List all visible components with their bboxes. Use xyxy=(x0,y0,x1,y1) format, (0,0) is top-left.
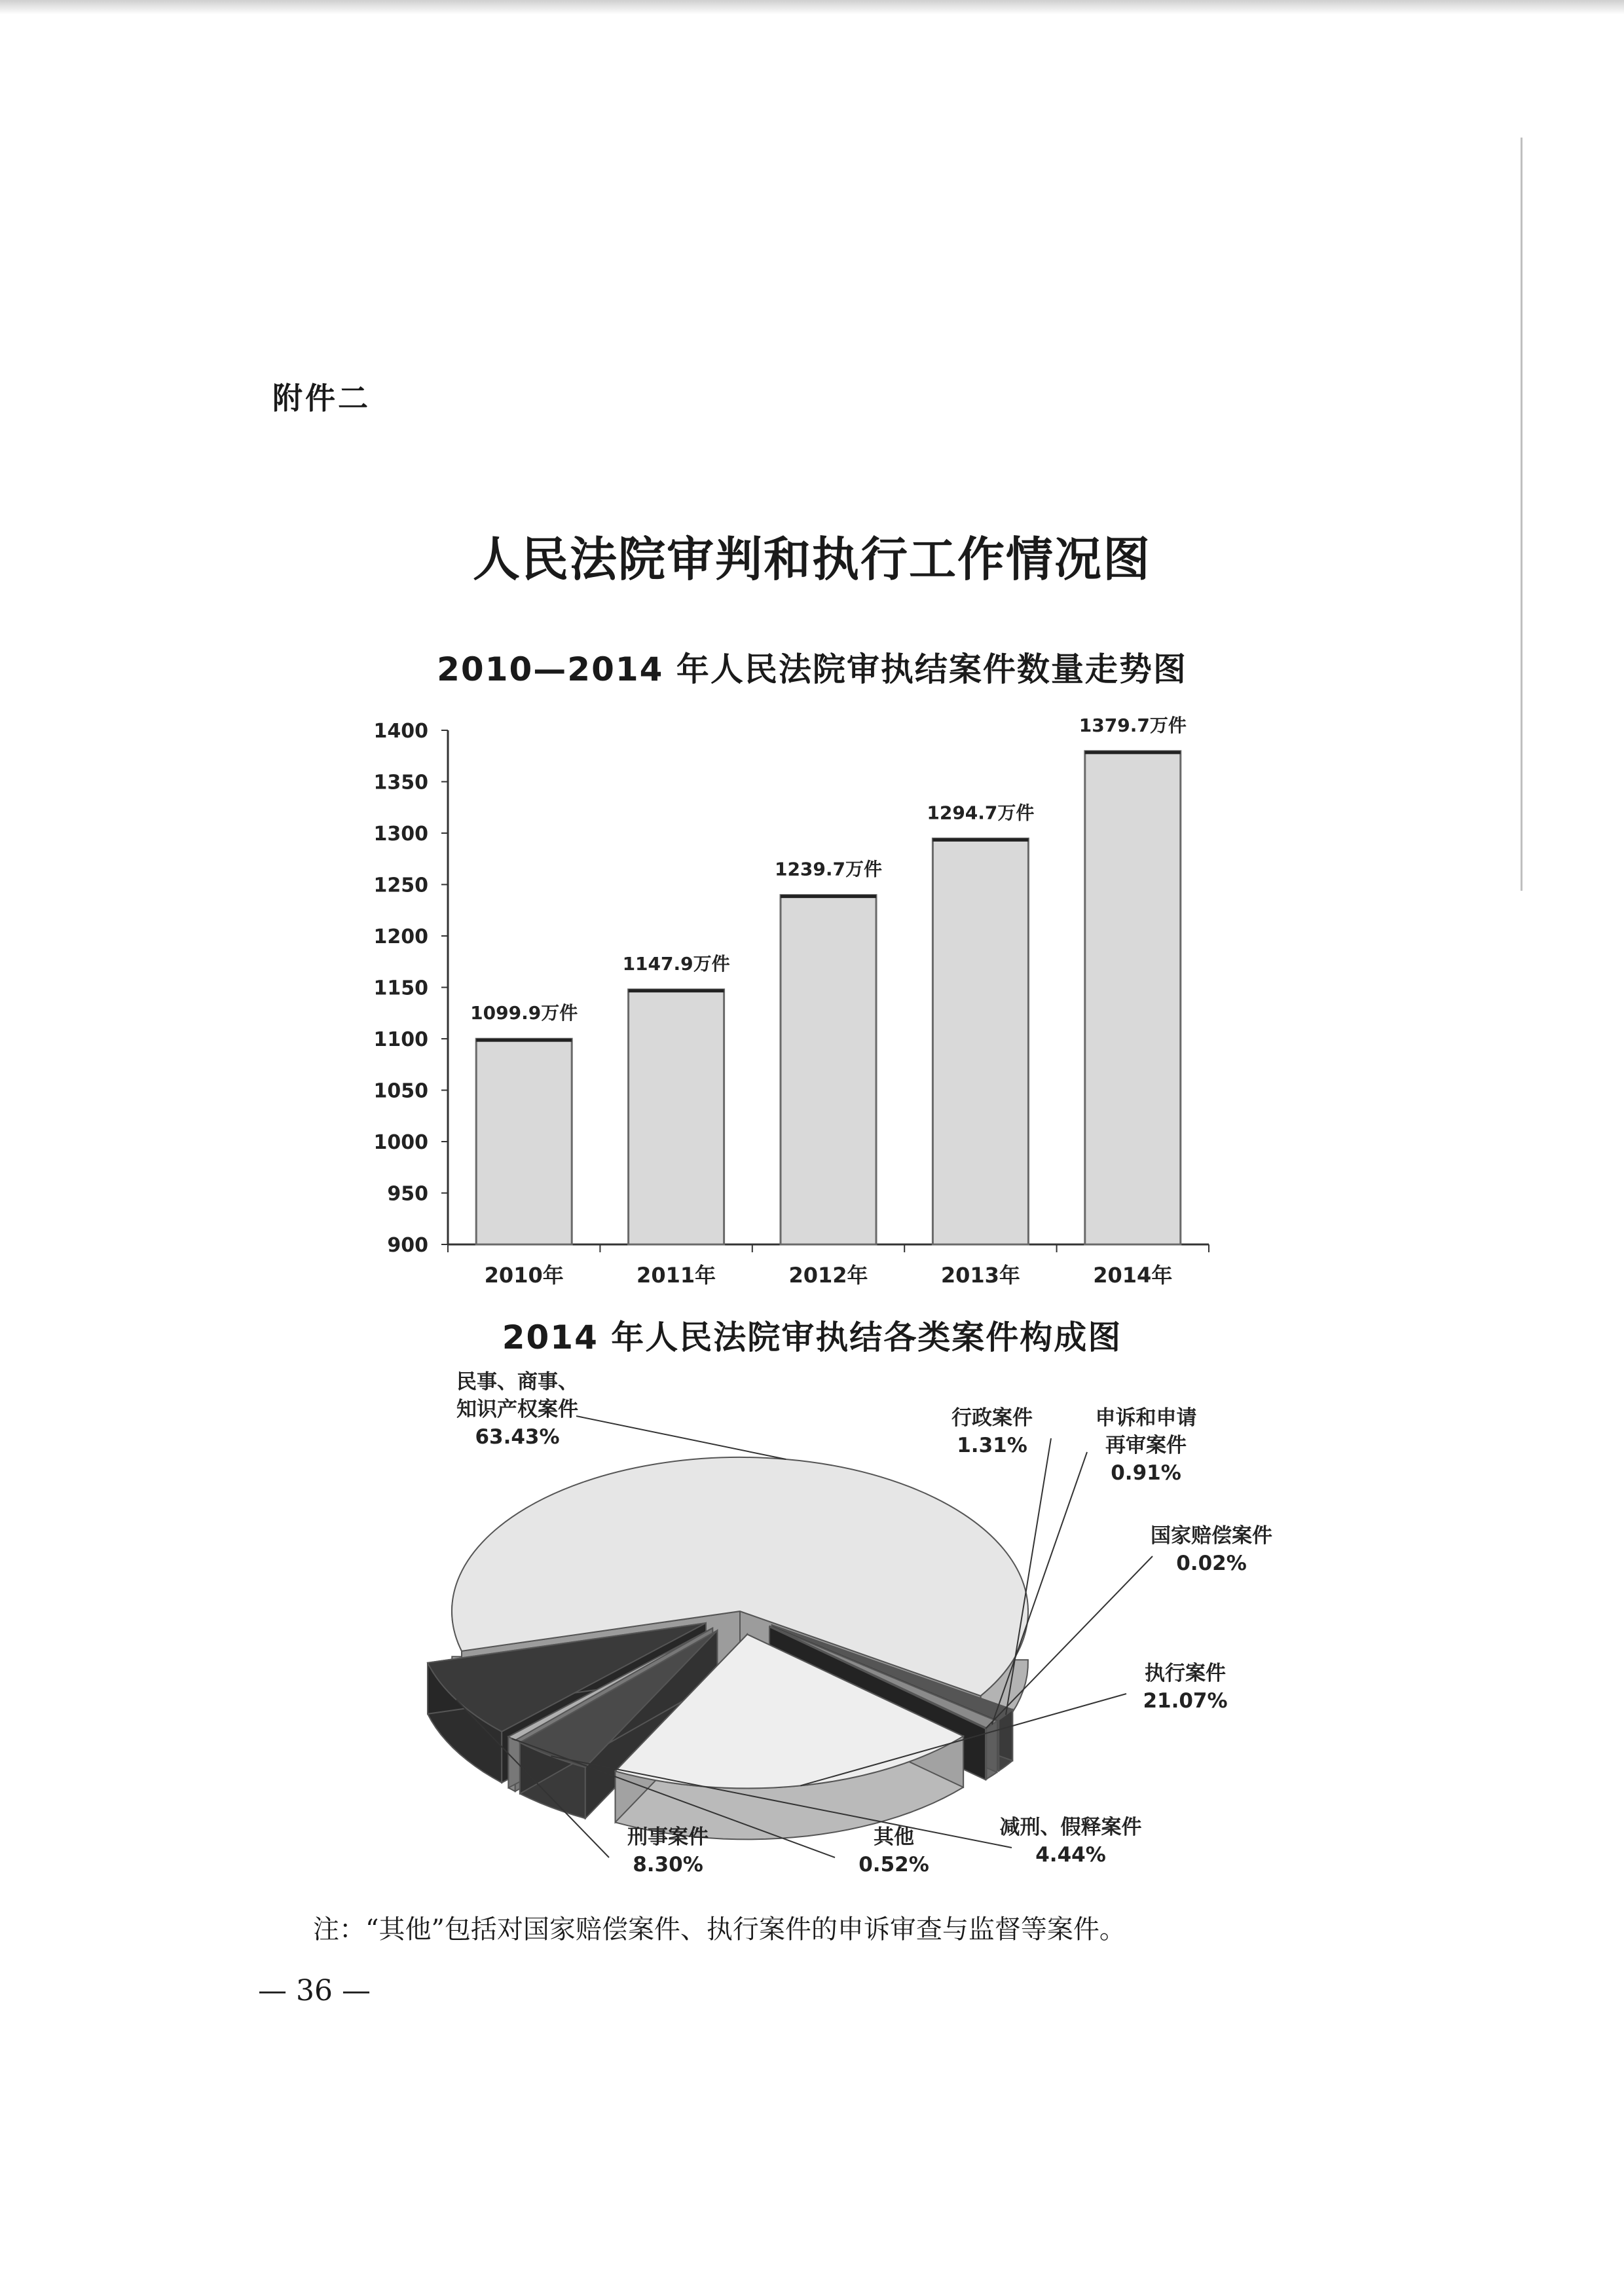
pie-category-label: 执行案件 xyxy=(1145,1662,1226,1685)
y-tick-label: 1050 xyxy=(373,1079,428,1103)
pie-value-label: 63.43% xyxy=(475,1425,560,1449)
pie-chart-title: 2014 年人民法院审执结各类案件构成图 xyxy=(502,1318,1122,1356)
y-tick-label: 1100 xyxy=(373,1028,428,1051)
bar-data-label: 1099.9万件 xyxy=(470,1002,578,1024)
pie-chart xyxy=(0,1349,1624,1893)
pie-category-label: 其他 xyxy=(874,1825,914,1849)
page-number: — 36 — xyxy=(258,1974,371,2007)
y-tick-label: 1200 xyxy=(373,925,428,948)
bar xyxy=(781,895,876,1244)
y-tick-label: 1150 xyxy=(373,977,428,1000)
pie-category-label: 减刑、假释案件 xyxy=(999,1816,1142,1839)
pie-value-label: 0.02% xyxy=(1176,1552,1247,1575)
x-tick-label: 2014年 xyxy=(1093,1263,1173,1288)
y-tick-label: 1300 xyxy=(373,823,428,846)
pie-value-label: 4.44% xyxy=(1035,1843,1106,1867)
pie-category-label: 申诉和申请 xyxy=(1095,1406,1197,1430)
pie-category-label: 知识产权案件 xyxy=(456,1398,578,1421)
bar-data-label: 1294.7万件 xyxy=(927,802,1035,824)
y-tick-label: 1000 xyxy=(373,1131,428,1154)
bar-data-label: 1379.7万件 xyxy=(1079,714,1187,736)
pie-category-label: 刑事案件 xyxy=(627,1825,709,1849)
pie-value-label: 1.31% xyxy=(957,1434,1027,1457)
pie-category-label: 再审案件 xyxy=(1105,1434,1187,1457)
pie-value-label: 0.91% xyxy=(1111,1461,1181,1485)
pie-leader-line xyxy=(576,1416,786,1459)
y-tick-label: 1350 xyxy=(373,771,428,794)
pie-value-label: 8.30% xyxy=(633,1853,703,1876)
x-tick-label: 2011年 xyxy=(637,1263,716,1288)
bar xyxy=(1085,751,1181,1244)
y-tick-label: 900 xyxy=(387,1234,428,1257)
bar xyxy=(629,990,724,1244)
pie-value-label: 0.52% xyxy=(858,1853,929,1876)
attachment-label: 附件二 xyxy=(272,381,371,416)
bar-data-label: 1147.9万件 xyxy=(622,952,730,975)
y-tick-label: 950 xyxy=(387,1182,428,1206)
bar-data-label: 1239.7万件 xyxy=(774,858,883,880)
x-tick-label: 2010年 xyxy=(484,1263,564,1288)
bar xyxy=(932,838,1028,1244)
footnote: 注：“其他”包括对国家赔偿案件、执行案件的申诉审查与监督等案件。 xyxy=(313,1914,1126,1945)
x-tick-label: 2013年 xyxy=(940,1263,1020,1288)
page-title: 人民法院审判和执行工作情况图 xyxy=(472,531,1151,587)
bar xyxy=(476,1039,572,1244)
y-tick-label: 1250 xyxy=(373,874,428,897)
x-tick-label: 2012年 xyxy=(788,1263,868,1288)
bar-chart-title: 2010—2014 年人民法院审执结案件数量走势图 xyxy=(437,650,1187,688)
pie-category-label: 国家赔偿案件 xyxy=(1151,1524,1272,1548)
pie-category-label: 民事、商事、 xyxy=(456,1370,578,1394)
bar-chart xyxy=(0,694,1624,1349)
pie-category-label: 行政案件 xyxy=(951,1406,1033,1430)
scan-edge-shadow xyxy=(0,0,1624,14)
pie-value-label: 21.07% xyxy=(1143,1689,1228,1713)
y-tick-label: 1400 xyxy=(373,720,428,743)
